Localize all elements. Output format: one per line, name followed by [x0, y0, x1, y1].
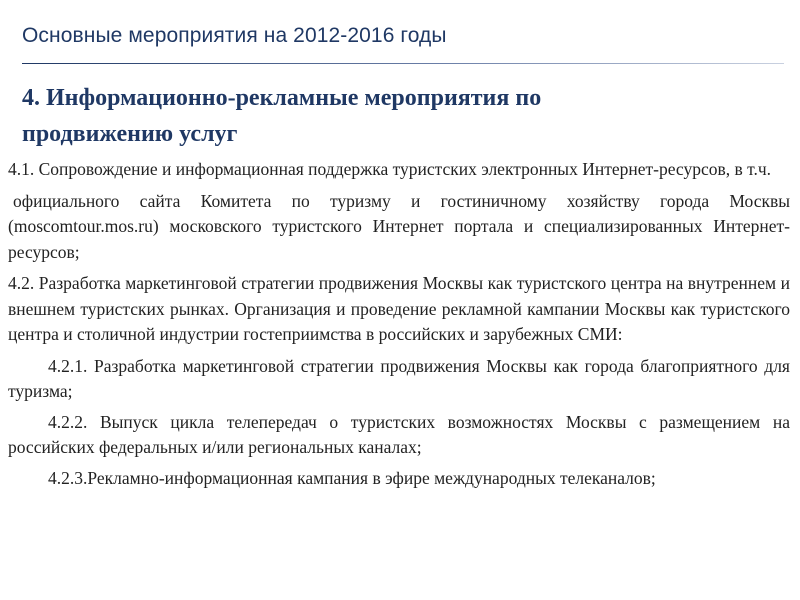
paragraph-4-2: 4.2. Разработка маркетинговой стратегии продвижения Москвы как туристского центра на внутреннем и внешнем туристских рынках. Организация и проведение рекламной кампании Москвы как туристского центра и столичной индустрии гостеприимства в российских и зарубежных СМИ:: [8, 273, 790, 344]
header-divider: [22, 63, 784, 64]
body-text: [8, 157, 790, 496]
paragraph-4-2-1: 4.2.1. Разработка маркетинговой стратегии продвижения Москвы как города благоприятного для туризма;: [8, 355, 790, 401]
paragraph-4-2-3: 4.2.3.Рекламно-информационная кампания в эфире международных телеканалов;: [48, 467, 656, 488]
page-title: Основные мероприятия на 2012-2016 годы: [22, 24, 447, 47]
paragraph-4-1: 4.1. Сопровождение и информационная поддержка туристских электронных Интернет-ресурсов, в т.ч.: [8, 159, 772, 179]
section-heading: [22, 80, 782, 152]
section-heading-line-2: продвижению услуг: [22, 121, 238, 147]
slide-header: [22, 24, 782, 48]
paragraph-official-site: официального сайта Комитета по туризму и гостиничному хозяйству города Москвы (moscomtour.mos.ru) московского туристского Интернет портала и специализированных Интернет-ресурсов;: [8, 190, 790, 262]
paragraph-4-2-2: 4.2.2. Выпуск цикла телепередач о туристских возможностях Москвы с размещением на российских федеральных и/или региональных каналах;: [8, 411, 790, 457]
section-heading-line-1: 4. Информационно-рекламные мероприятия по: [22, 85, 542, 111]
